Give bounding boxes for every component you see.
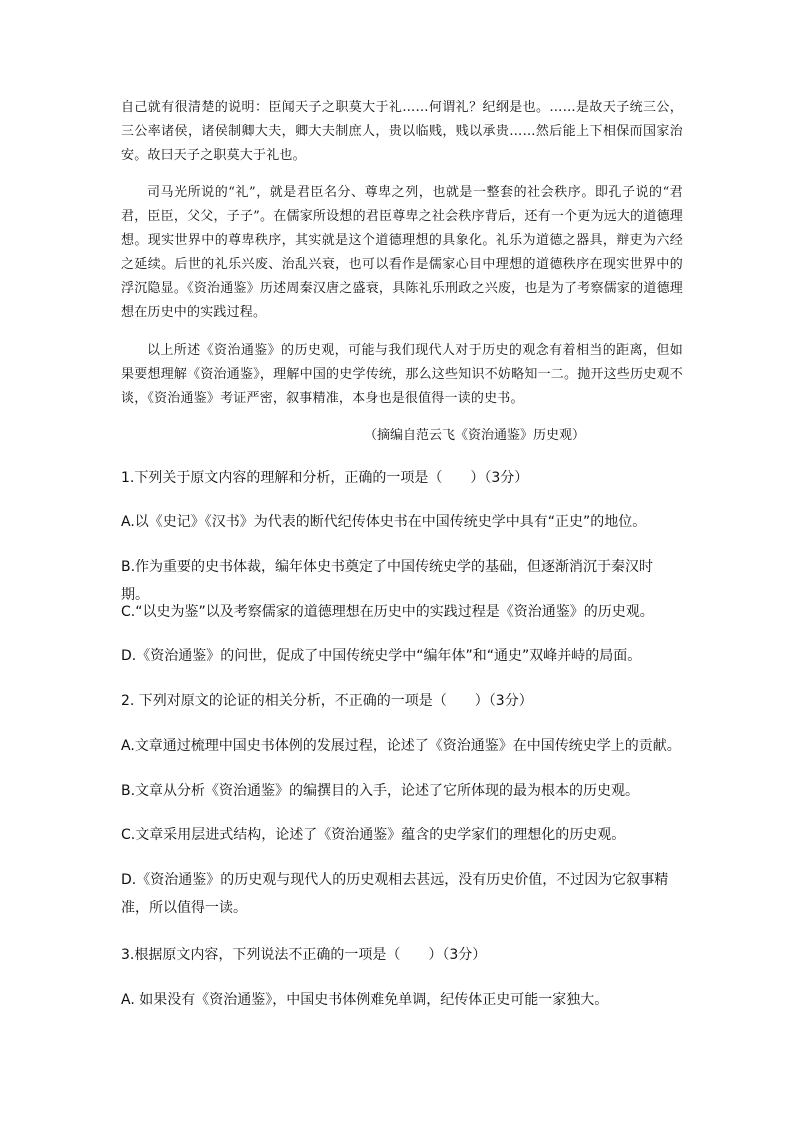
- passage-paragraph-3: 以上所述《资治通鉴》的历史观，可能与我们现代人对于历史的观念有着相当的距离，但如果要想理解《资治通鉴》，理解中国的史学传统，那么这些知识不妨略知一二。抛开这些历史观不谈，《资治通鉴》考证严密，叙事精准，本身也是很值得一读的史书。: [121, 343, 683, 406]
- question-3-stem: 3.根据原文内容，下列说法不正确的一项是（ ）（3分）: [121, 947, 487, 963]
- question-2-option-a: A.文章通过梳理中国史书体例的发展过程，论述了《资治通鉴》在中国传统史学上的贡献。: [121, 738, 681, 754]
- question-3-option-a: A. 如果没有《资治通鉴》，中国史书体例难免单调，纪传体正史可能一家独大。: [121, 992, 609, 1008]
- question-2-option-c: C.文章采用层进式结构，论述了《资治通鉴》蕴含的史学家们的理想化的历史观。: [121, 827, 626, 843]
- question-1-stem: 1.下列关于原文内容的理解和分析，正确的一项是（ ）（3分）: [121, 470, 529, 486]
- question-1-option-a: A.以《史记》《汉书》为代表的断代纪传体史书在中国传统史学中具有“正史”的地位。: [121, 514, 647, 530]
- question-2-option-b: B.文章从分析《资治通鉴》的编撰目的入手，论述了它所体现的最为根本的历史观。: [121, 783, 640, 799]
- passage-paragraph-1: 自己就有很清楚的说明：臣闻天子之职莫大于礼……何谓礼？纪纲是也。……是故天子统三公，三公率诸侯，诸侯制卿大夫，卿大夫制庶人，贵以临贱，贱以承贵……然后能上下相保而国家治安。故曰天子之职莫大于礼也。: [121, 100, 683, 163]
- question-2-stem: 2. 下列对原文的论证的相关分析，不正确的一项是（ ）（3分）: [121, 693, 533, 709]
- passage-source: （摘编自范云飞《资治通鉴》历史观）: [364, 428, 586, 443]
- passage-paragraph-2: 司马光所说的“礼”，就是君臣名分、尊卑之列，也就是一整套的社会秩序。即孔子说的“君君，臣臣，父父，子子”。在儒家所设想的君臣尊卑之社会秩序背后，还有一个更为远大的道德理想。现实世界中的尊卑秩序，其实就是这个道德理想的具象化。礼乐为道德之器具，辩吏为六经之延续。后世的礼乐兴废、治乱兴衰，也可以看作是儒家心目中理想的道德秩序在现实世界中的浮沉隐显。《资治通鉴》历述周秦汉唐之盛衰，具陈礼乐刑政之兴废，也是为了考察儒家的道德理想在历史中的实践过程。: [121, 185, 683, 320]
- question-1-option-b: B.作为重要的史书体裁，编年体史书奠定了中国传统史学的基础，但逐渐消沉于秦汉时期。: [121, 559, 654, 603]
- question-1-option-c: C.“以史为鉴”以及考察儒家的道德理想在历史中的实践过程是《资治通鉴》的历史观。: [121, 604, 654, 620]
- question-2-option-d: D.《资治通鉴》的历史观与现代人的历史观相去甚远，没有历史价值，不过因为它叙事精准，所以值得一读。: [121, 872, 669, 916]
- question-1-option-d: D.《资治通鉴》的问世，促成了中国传统史学中“编年体”和“通史”双峰并峙的局面。: [121, 648, 642, 664]
